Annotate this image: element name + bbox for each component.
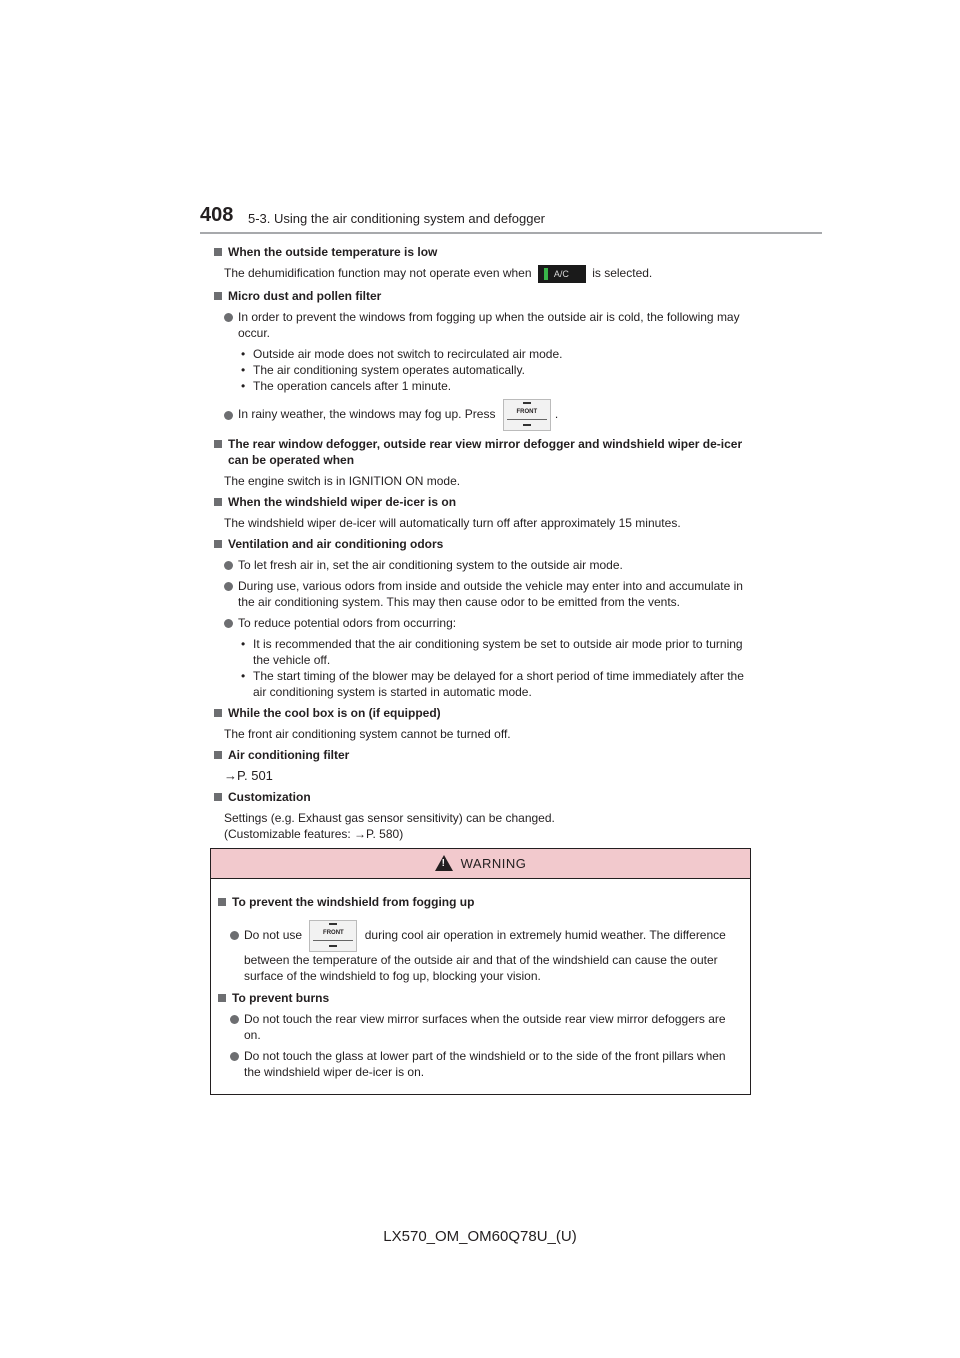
bullet-item: Do not use FRONT during cool air operation in extremely humid weather. The difference between the temperature of the outside air and that of the windshield can cause the outer surface of the windshield to fog up, blocking your vision. xyxy=(230,920,744,984)
section-heading: Micro dust and pollen filter xyxy=(210,288,752,304)
square-bullet-icon xyxy=(214,292,222,300)
section-heading: The rear window defogger, outside rear view mirror defogger and windshield wiper de-icer can be operated when xyxy=(210,436,752,468)
section-heading: To prevent the windshield from fogging up xyxy=(214,894,744,910)
square-bullet-icon xyxy=(214,540,222,548)
section-heading: Air conditioning filter xyxy=(210,747,752,763)
paragraph: The windshield wiper de-icer will automatically turn off after approximately 15 minutes. xyxy=(224,516,681,530)
section-ac-filter xyxy=(210,747,752,784)
sub-list-item: • The air conditioning system operates automatically. xyxy=(241,363,525,377)
page-number: 408 xyxy=(200,204,234,226)
page-reference-link[interactable]: (Customizable features: →P. 580) xyxy=(224,827,404,841)
warning-body xyxy=(211,879,750,1080)
sub-list-item: • The start timing of the blower may be delayed for a short period of time immediately after the air conditioning system is started in automatic mode. xyxy=(241,669,744,699)
bullet-item: Do not touch the rear view mirror surfaces when the outside rear view mirror defoggers are on. xyxy=(230,1011,744,1043)
bullet-item: Do not touch the glass at lower part of the windshield or to the side of the front pillars when the windshield wiper de-icer is on. xyxy=(230,1048,744,1080)
bullet-dot-icon xyxy=(224,619,233,628)
warning-triangle-icon: ! xyxy=(435,855,453,871)
bullet-item: To reduce potential odors from occurring: xyxy=(224,615,752,631)
bullet-dot-icon xyxy=(230,1052,239,1061)
sub-list-item: • The operation cancels after 1 minute. xyxy=(241,379,452,393)
bullet-item: In order to prevent the windows from fogging up when the outside air is cold, the following may occur. xyxy=(224,309,752,341)
section-heading: Customization xyxy=(210,789,752,805)
header-divider xyxy=(200,232,822,234)
warning-title: WARNING xyxy=(460,856,527,871)
front-defroster-button-icon: FRONT xyxy=(309,920,357,952)
front-defroster-button-icon: FRONT xyxy=(503,399,551,431)
paragraph: Settings (e.g. Exhaust gas sensor sensitivity) can be changed. (Customizable features: →P. 580) xyxy=(224,810,752,842)
section-heading: To prevent burns xyxy=(214,990,744,1006)
bullet-dot-icon xyxy=(230,931,239,940)
paragraph: The front air conditioning system cannot be turned off. xyxy=(224,727,511,741)
paragraph: The dehumidification function may not operate even when A/C is selected. xyxy=(224,265,752,283)
sub-list xyxy=(238,346,752,394)
section-heading: When the outside temperature is low xyxy=(210,244,752,260)
ac-button-icon: A/C xyxy=(538,265,586,283)
section-deicer xyxy=(210,494,752,531)
square-bullet-icon xyxy=(214,709,222,717)
section-dust-filter xyxy=(210,288,752,431)
warning-header xyxy=(211,849,750,879)
bullet-item: In rainy weather, the windows may fog up. Press FRONT . xyxy=(224,399,752,431)
bullet-dot-icon xyxy=(224,411,233,420)
section-heading: When the windshield wiper de-icer is on xyxy=(210,494,752,510)
main-content xyxy=(210,244,752,847)
square-bullet-icon xyxy=(214,751,222,759)
section-customization xyxy=(210,789,752,842)
page-reference-link[interactable]: →P. 501 xyxy=(224,768,273,783)
square-bullet-icon xyxy=(214,248,222,256)
sub-list xyxy=(238,636,752,700)
square-bullet-icon xyxy=(218,994,226,1002)
square-bullet-icon xyxy=(218,898,226,906)
section-outside-temp xyxy=(210,244,752,283)
sub-list-item: • It is recommended that the air conditioning system be set to outside air mode prior to turning the vehicle off. xyxy=(241,637,743,667)
section-heading: While the cool box is on (if equipped) xyxy=(210,705,752,721)
warning-box xyxy=(210,848,751,1095)
section-title: 5-3. Using the air conditioning system and defogger xyxy=(248,211,546,226)
section-heading: Ventilation and air conditioning odors xyxy=(210,536,752,552)
section-cool-box xyxy=(210,705,752,742)
footer-model-code: LX570_OM_OM60Q78U_(U) xyxy=(383,1228,577,1245)
section-defogger xyxy=(210,436,752,489)
sub-list-item: • Outside air mode does not switch to recirculated air mode. xyxy=(241,347,563,361)
square-bullet-icon xyxy=(214,440,222,448)
bullet-item: To let fresh air in, set the air conditioning system to the outside air mode. xyxy=(224,557,752,573)
square-bullet-icon xyxy=(214,793,222,801)
square-bullet-icon xyxy=(214,498,222,506)
paragraph: The engine switch is in IGNITION ON mode. xyxy=(224,474,461,488)
bullet-dot-icon xyxy=(230,1015,239,1024)
bullet-dot-icon xyxy=(224,313,233,322)
bullet-item: During use, various odors from inside and outside the vehicle may enter into and accumulate in the air conditioning system. This may then cause odor to be emitted from the vents. xyxy=(224,578,752,610)
bullet-dot-icon xyxy=(224,561,233,570)
section-odors xyxy=(210,536,752,700)
bullet-dot-icon xyxy=(224,582,233,591)
page-header xyxy=(200,204,822,234)
